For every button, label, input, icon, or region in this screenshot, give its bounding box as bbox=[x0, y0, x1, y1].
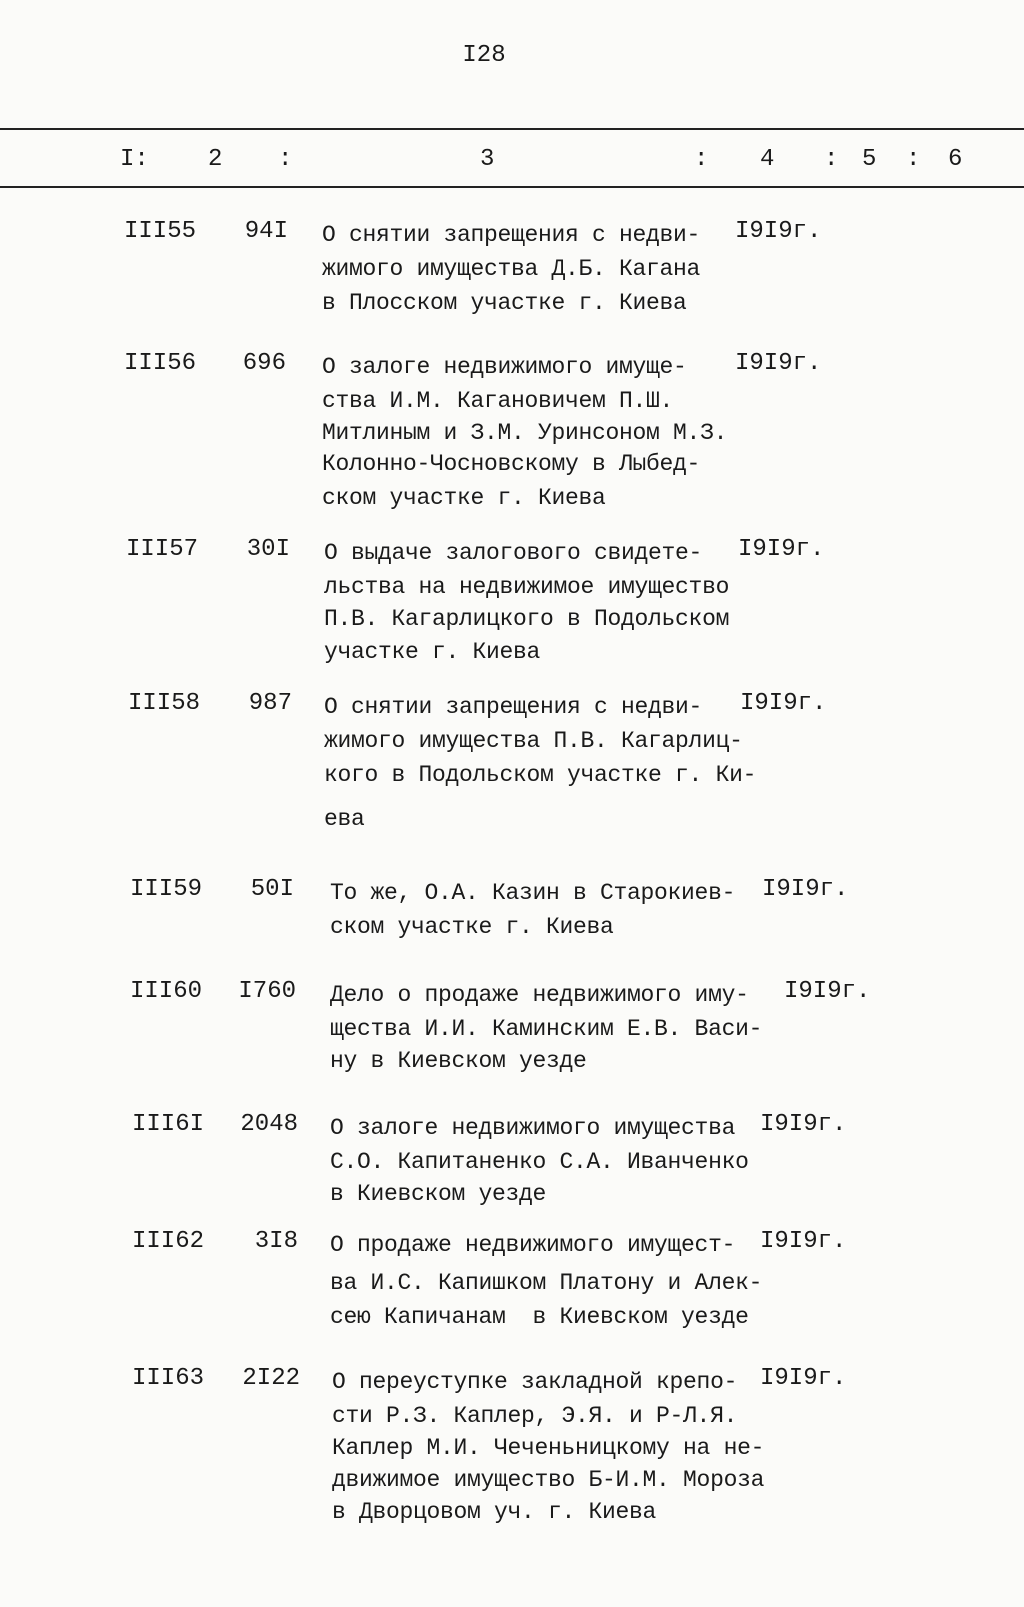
entry-date: I9I9г. bbox=[762, 876, 849, 903]
entry-description-line: О переуступке закладной крепо- bbox=[332, 1369, 738, 1395]
entry-description-line: щества И.И. Каминским Е.В. Васи- bbox=[330, 1016, 763, 1042]
entry-description-line: Колонно-Чосновскому в Лыбед- bbox=[322, 451, 701, 477]
column-separator: : bbox=[278, 146, 293, 173]
entry-description-line: ском участке г. Киева bbox=[330, 914, 614, 940]
entry-number: III55 bbox=[124, 218, 197, 245]
entry-number: III59 bbox=[130, 876, 203, 903]
column-separator: : bbox=[694, 146, 709, 173]
entry-number: III6I bbox=[132, 1111, 205, 1138]
entry-number: III56 bbox=[124, 350, 197, 377]
entry-number: III62 bbox=[132, 1228, 205, 1255]
entry-number: III58 bbox=[128, 690, 201, 717]
entry-id: 3I8 bbox=[254, 1228, 298, 1255]
entry-description-line: сти Р.З. Каплер, Э.Я. и Р-Л.Я. bbox=[332, 1403, 738, 1429]
entry-description-line: в Плосском участке г. Киева bbox=[322, 290, 687, 316]
entry-date: I9I9г. bbox=[735, 350, 822, 377]
entry-description-line: ну в Киевском уезде bbox=[330, 1048, 587, 1074]
column-separator: : bbox=[906, 146, 921, 173]
column-header-3: 3 bbox=[480, 146, 495, 173]
entry-id: 50I bbox=[250, 876, 294, 903]
entry-description-line: Митлиным и З.М. Уринсоном М.З. bbox=[322, 420, 728, 446]
entry-date: I9I9г. bbox=[760, 1111, 847, 1138]
entry-description-line: льства на недвижимое имущество bbox=[324, 574, 730, 600]
header-top-rule bbox=[0, 128, 1024, 130]
entry-description-line: участке г. Киева bbox=[324, 639, 541, 665]
entry-description-line: движимое имущество Б-И.М. Мороза bbox=[332, 1467, 765, 1493]
entry-description-line: О выдаче залогового свидете- bbox=[324, 540, 703, 566]
entry-description-line: О снятии запрещения с недви- bbox=[322, 222, 701, 248]
entry-date: I9I9г. bbox=[740, 690, 827, 717]
column-header-1: I: bbox=[120, 146, 149, 173]
entry-description-line: Дело о продаже недвижимого иму- bbox=[330, 982, 749, 1008]
column-separator: : bbox=[824, 146, 839, 173]
entry-id: I760 bbox=[238, 978, 296, 1005]
entry-description-line: ва И.С. Капишком Платону и Алек- bbox=[330, 1270, 763, 1296]
header-bottom-rule bbox=[0, 186, 1024, 188]
entry-date: I9I9г. bbox=[735, 218, 822, 245]
entry-date: I9I9г. bbox=[760, 1365, 847, 1392]
entry-description-line: С.О. Капитаненко С.А. Иванченко bbox=[330, 1149, 749, 1175]
entry-description-line: П.В. Кагарлицкого в Подольском bbox=[324, 606, 730, 632]
entry-id: 94I bbox=[244, 218, 288, 245]
column-header-2: 2 bbox=[208, 146, 223, 173]
entry-description-line: ском участке г. Киева bbox=[322, 485, 606, 511]
entry-number: III60 bbox=[130, 978, 203, 1005]
entry-date: I9I9г. bbox=[760, 1228, 847, 1255]
entry-description-line: О залоге недвижимого имуще- bbox=[322, 354, 687, 380]
entry-id: 987 bbox=[248, 690, 292, 717]
entry-description-line: ства И.М. Кагановичем П.Ш. bbox=[322, 388, 674, 414]
column-header-4: 4 bbox=[760, 146, 775, 173]
entry-date: I9I9г. bbox=[784, 978, 871, 1005]
column-header-5: 5 bbox=[862, 146, 877, 173]
entry-description-line: сею Капичанам в Киевском уезде bbox=[330, 1304, 749, 1330]
page-number: I28 bbox=[462, 42, 506, 69]
entry-description-line: Каплер М.И. Чеченьницкому на не- bbox=[332, 1435, 765, 1461]
column-header-6: 6 bbox=[948, 146, 963, 173]
entry-number: III63 bbox=[132, 1365, 205, 1392]
entry-description-line: О снятии запрещения с недви- bbox=[324, 694, 703, 720]
entry-id: 2I22 bbox=[242, 1365, 300, 1392]
entry-number: III57 bbox=[126, 536, 199, 563]
entry-description-line: О продаже недвижимого имущест- bbox=[330, 1232, 736, 1258]
entry-description-line: кого в Подольском участке г. Ки- bbox=[324, 762, 757, 788]
entry-description-line: в Дворцовом уч. г. Киева bbox=[332, 1499, 657, 1525]
entry-description-line: в Киевском уезде bbox=[330, 1181, 547, 1207]
entry-description-line: О залоге недвижимого имущества bbox=[330, 1115, 736, 1141]
entry-id: 2048 bbox=[240, 1111, 298, 1138]
entry-id: 696 bbox=[242, 350, 286, 377]
entry-description-line: жимого имущества Д.Б. Кагана bbox=[322, 256, 701, 282]
entry-description-line: ева bbox=[324, 806, 365, 832]
entry-description-line: То же, О.А. Казин в Старокиев- bbox=[330, 880, 736, 906]
entry-id: 30I bbox=[246, 536, 290, 563]
entry-date: I9I9г. bbox=[738, 536, 825, 563]
entry-description-line: жимого имущества П.В. Кагарлиц- bbox=[324, 728, 743, 754]
